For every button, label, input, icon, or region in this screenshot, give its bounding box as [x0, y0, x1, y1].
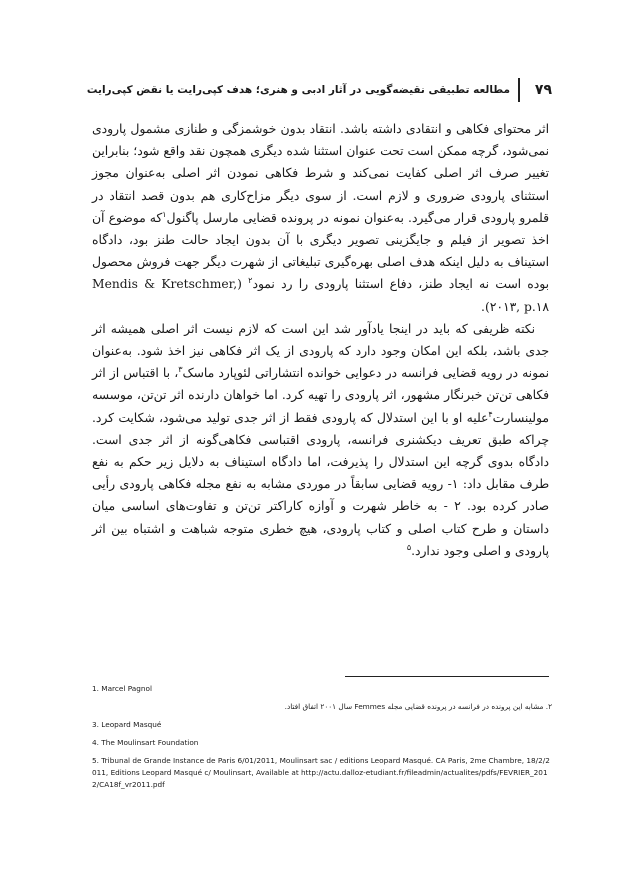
footnote-ref-1: ۱ [162, 209, 167, 219]
paragraph-2-text-a: نکته ظریفی که باید در اینجا یادآور شد این است که لازم نیست اثر اصلی همیشه اثر جدی باشد، بلکه این امکان وجود دارد که پارودی از یک اثر فکاهی نیز اخذ شود. به‌عنوان نمونه در رویه قضایی فرانسه در دعوایی خوانده انتشاراتی لئوپارد ماسک [92, 321, 549, 381]
footnote-5: 5. Tribunal de Grande Instance de Paris 6/01/2011, Moulinsart sac / editions Leopard Masqué. CA Paris, 2me Chambre, 18/2/2011, Editions Leopard Masqué c/ Moulinsart, Available at http://actu.dalloz-etudiant.fr/fileadmin/actualites/pdfs/FEVRIER_2012/CA18f_vr2011.pdf [92, 756, 550, 789]
running-title: مطالعه تطبیقی نقیضه‌گویی در آثار ادبی و هنری؛ هدف کپی‌رایت یا نقض کپی‌رایت [86, 84, 510, 96]
paragraph-2-text-c: علیه او با این استدلال که پارودی فقط از اثر جدی تولید می‌شود، شکایت کرد. چراکه طبق تعریف دیکشنری فرانسه، پارودی اقتباسی فکاهی‌گونه از اثر جدی است. دادگاه بدوی گرچه این استدلال را پذیرفت، اما دادگاه استیناف به دلایل زیر حکم به نفع طرف مقابل داد: ۱- رویه قضایی سابقاً در موردی مشابه به نفع مجله فکاهی پارودی رأیی صادر کرده بود. ۲ - به خاطر شهرت و آوازه کاراکتر تن‌تن و تفاوت‌های اساسی میان داستان و طرح کتاب اصلی و کتاب پارودی، هیچ خطری متوجه شباهت و اشتباه بین اثر پارودی و اصلی وجود ندارد. [92, 410, 549, 558]
footnote-divider [345, 676, 549, 677]
footnote-ref-5: ۵ [406, 542, 412, 552]
paragraph-1-text-a: اثر محتوای فکاهی و انتقادی داشته باشد. انتقاد بدون خوشمزگی و طنازی مشمول پارودی نمی‌شود، گرچه ممکن است تحت عنوان استثنا شده دیگری همچون نقد واقع شود؛ بنابراین تغییر صرف اثر اصلی کفایت نمی‌کند و شرط فکاهی نمودن اثر اصلی به‌عنوان مجوز استثنای پارودی ضروری و لازم است. از سوی دیگر مزاح‌کاری هم بدون قصد انتقاد در قلمرو پارودی قرار می‌گیرد. به‌عنوان نمونه در پرونده قضایی مارسل پاگنول [92, 122, 549, 225]
paragraph-1 [92, 118, 549, 318]
paragraph-2-text-b: ، با اقتباس از اثر فکاهی تن‌تن خبرنگار مشهور، اثر پارودی را تهیه کرد. اما خواهان دارنده اثر تن‌تن، موسسه مولینسارت [92, 366, 549, 425]
paragraph-1-text-b: که موضوع آن اخذ تصویر از فیلم و جایگزینی تصویر دیگری با آن بدون ایجاد حالت طنز بود، دادگاه استیناف به دلیل اینکه هدف اصلی بهره‌گیری تبلیغاتی از شهرت دیگر جهت فروش محصول بوده است نه ایجاد طنز، دفاع استثنا پارودی را رد نمود [92, 210, 549, 292]
paragraph-2 [92, 318, 549, 562]
main-text [92, 118, 549, 562]
header-divider [518, 78, 520, 102]
footnote-2: ۲. مشابه این پرونده در فرانسه در پرونده قضایی مجله Femmes سال ۲۰۰۱ اتفاق افتاد. [284, 702, 552, 711]
footnote-3: 3. Leopard Masqué [92, 720, 162, 729]
footnote-1: 1. Marcel Pagnol [92, 684, 153, 693]
running-header [86, 82, 552, 104]
footnote-4: 4. The Moulinsart Foundation [92, 738, 199, 747]
page-number: ۷۹ [534, 82, 552, 98]
footnote-ref-2: ۲ [248, 276, 253, 286]
footnote-ref-4: ۴ [488, 409, 493, 419]
citation: (Mendis & Kretschmer, ۲۰۱۳, p.۱۸). [92, 277, 549, 314]
footnote-ref-3: ۳ [178, 365, 183, 375]
